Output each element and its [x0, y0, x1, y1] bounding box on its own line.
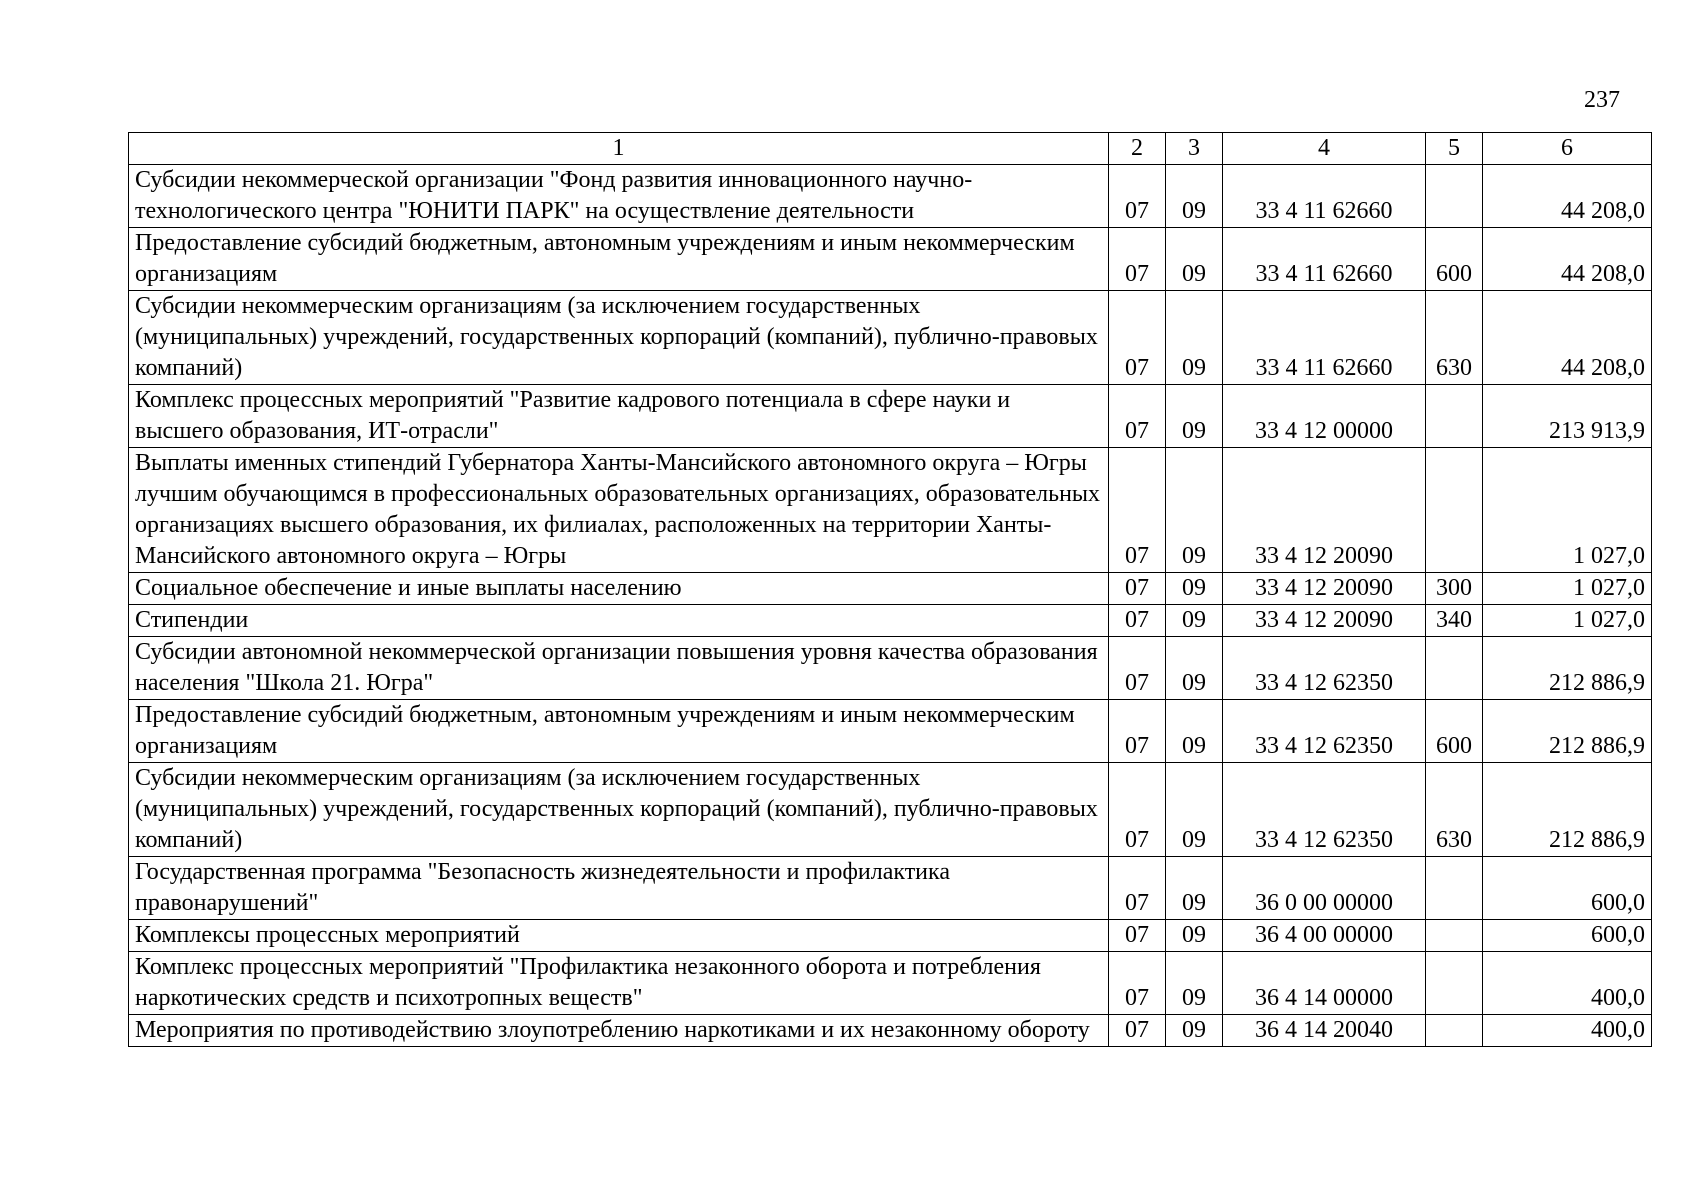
row-expense-type-cell: 630 — [1426, 763, 1483, 857]
row-name-cell: Предоставление субсидий бюджетным, автономным учреждениям и иным некоммерческим организациям — [129, 700, 1109, 763]
row-section-cell: 07 — [1109, 573, 1166, 605]
row-section-cell: 07 — [1109, 857, 1166, 920]
row-expense-type-cell: 600 — [1426, 700, 1483, 763]
row-amount-cell: 1 027,0 — [1483, 573, 1652, 605]
row-section-cell: 07 — [1109, 228, 1166, 291]
row-expense-type-cell — [1426, 857, 1483, 920]
row-subsection-cell: 09 — [1166, 763, 1223, 857]
row-amount-cell: 44 208,0 — [1483, 165, 1652, 228]
table-row — [129, 605, 1652, 637]
row-name-cell: Выплаты именных стипендий Губернатора Ханты-Мансийского автономного округа – Югры лучшим обучающимся в профессиональных образовательных организациях, образовательных организациях высшего образования, их филиалах, расположенных на территории Ханты-Мансийского автономного округа – Югры — [129, 448, 1109, 573]
table-row — [129, 385, 1652, 448]
row-name-cell: Комплексы процессных мероприятий — [129, 920, 1109, 952]
row-name-cell: Государственная программа "Безопасность жизнедеятельности и профилактика правонарушений" — [129, 857, 1109, 920]
column-header-6: 6 — [1483, 133, 1652, 165]
row-subsection-cell: 09 — [1166, 857, 1223, 920]
row-target-code-cell: 33 4 12 20090 — [1223, 573, 1426, 605]
table-row — [129, 573, 1652, 605]
row-subsection-cell: 09 — [1166, 637, 1223, 700]
row-section-cell: 07 — [1109, 385, 1166, 448]
row-amount-cell: 400,0 — [1483, 952, 1652, 1015]
row-name-cell: Социальное обеспечение и иные выплаты населению — [129, 573, 1109, 605]
row-target-code-cell: 33 4 11 62660 — [1223, 165, 1426, 228]
row-section-cell: 07 — [1109, 1015, 1166, 1047]
row-name-cell: Комплекс процессных мероприятий "Профилактика незаконного оборота и потребления наркотических средств и психотропных веществ" — [129, 952, 1109, 1015]
table-row — [129, 228, 1652, 291]
table-row — [129, 857, 1652, 920]
table-row — [129, 291, 1652, 385]
row-target-code-cell: 36 4 00 00000 — [1223, 920, 1426, 952]
column-header-2: 2 — [1109, 133, 1166, 165]
row-target-code-cell: 33 4 11 62660 — [1223, 228, 1426, 291]
row-expense-type-cell: 600 — [1426, 228, 1483, 291]
row-subsection-cell: 09 — [1166, 920, 1223, 952]
row-section-cell: 07 — [1109, 165, 1166, 228]
row-amount-cell: 212 886,9 — [1483, 700, 1652, 763]
row-target-code-cell: 33 4 12 20090 — [1223, 605, 1426, 637]
column-header-3: 3 — [1166, 133, 1223, 165]
row-amount-cell: 1 027,0 — [1483, 448, 1652, 573]
row-amount-cell: 44 208,0 — [1483, 291, 1652, 385]
table-body — [129, 165, 1652, 1047]
row-name-cell: Субсидии некоммерческим организациям (за исключением государственных (муниципальных) учреждений, государственных корпораций (компаний), публично-правовых компаний) — [129, 291, 1109, 385]
row-amount-cell: 212 886,9 — [1483, 637, 1652, 700]
page-number: 237 — [1584, 87, 1620, 113]
row-target-code-cell: 33 4 11 62660 — [1223, 291, 1426, 385]
row-subsection-cell: 09 — [1166, 952, 1223, 1015]
row-name-cell: Мероприятия по противодействию злоупотреблению наркотиками и их незаконному обороту — [129, 1015, 1109, 1047]
row-name-cell: Субсидии автономной некоммерческой организации повышения уровня качества образования населения "Школа 21. Югра" — [129, 637, 1109, 700]
row-subsection-cell: 09 — [1166, 448, 1223, 573]
table-row — [129, 1015, 1652, 1047]
row-target-code-cell: 36 4 14 00000 — [1223, 952, 1426, 1015]
row-target-code-cell: 33 4 12 62350 — [1223, 637, 1426, 700]
row-expense-type-cell — [1426, 1015, 1483, 1047]
column-header-4: 4 — [1223, 133, 1426, 165]
row-subsection-cell: 09 — [1166, 165, 1223, 228]
column-header-5: 5 — [1426, 133, 1483, 165]
row-subsection-cell: 09 — [1166, 1015, 1223, 1047]
row-expense-type-cell: 300 — [1426, 573, 1483, 605]
table-row — [129, 637, 1652, 700]
row-name-cell: Предоставление субсидий бюджетным, автономным учреждениям и иным некоммерческим организациям — [129, 228, 1109, 291]
table-row — [129, 700, 1652, 763]
row-amount-cell: 44 208,0 — [1483, 228, 1652, 291]
row-target-code-cell: 33 4 12 00000 — [1223, 385, 1426, 448]
row-name-cell: Субсидии некоммерческим организациям (за исключением государственных (муниципальных) учреждений, государственных корпораций (компаний), публично-правовых компаний) — [129, 763, 1109, 857]
row-section-cell: 07 — [1109, 700, 1166, 763]
row-target-code-cell: 36 0 00 00000 — [1223, 857, 1426, 920]
column-number-row — [129, 133, 1652, 165]
row-expense-type-cell — [1426, 920, 1483, 952]
row-subsection-cell: 09 — [1166, 291, 1223, 385]
row-name-cell: Стипендии — [129, 605, 1109, 637]
row-target-code-cell: 33 4 12 20090 — [1223, 448, 1426, 573]
table-header — [129, 133, 1652, 165]
row-subsection-cell: 09 — [1166, 385, 1223, 448]
row-target-code-cell: 36 4 14 20040 — [1223, 1015, 1426, 1047]
row-section-cell: 07 — [1109, 605, 1166, 637]
row-section-cell: 07 — [1109, 291, 1166, 385]
row-section-cell: 07 — [1109, 637, 1166, 700]
column-header-1: 1 — [129, 133, 1109, 165]
table-row — [129, 952, 1652, 1015]
row-target-code-cell: 33 4 12 62350 — [1223, 700, 1426, 763]
row-section-cell: 07 — [1109, 952, 1166, 1015]
row-expense-type-cell — [1426, 165, 1483, 228]
row-subsection-cell: 09 — [1166, 605, 1223, 637]
row-amount-cell: 400,0 — [1483, 1015, 1652, 1047]
row-section-cell: 07 — [1109, 920, 1166, 952]
row-subsection-cell: 09 — [1166, 700, 1223, 763]
row-name-cell: Субсидии некоммерческой организации "Фонд развития инновационного научно-технологического центра "ЮНИТИ ПАРК" на осуществление деятельности — [129, 165, 1109, 228]
row-target-code-cell: 33 4 12 62350 — [1223, 763, 1426, 857]
row-expense-type-cell: 630 — [1426, 291, 1483, 385]
budget-table — [128, 132, 1652, 1047]
row-expense-type-cell — [1426, 448, 1483, 573]
row-amount-cell: 1 027,0 — [1483, 605, 1652, 637]
row-expense-type-cell — [1426, 637, 1483, 700]
row-amount-cell: 212 886,9 — [1483, 763, 1652, 857]
table-row — [129, 165, 1652, 228]
table-row — [129, 448, 1652, 573]
row-subsection-cell: 09 — [1166, 228, 1223, 291]
table-row — [129, 920, 1652, 952]
row-amount-cell: 600,0 — [1483, 920, 1652, 952]
row-amount-cell: 600,0 — [1483, 857, 1652, 920]
row-expense-type-cell — [1426, 952, 1483, 1015]
row-expense-type-cell: 340 — [1426, 605, 1483, 637]
row-amount-cell: 213 913,9 — [1483, 385, 1652, 448]
row-name-cell: Комплекс процессных мероприятий "Развитие кадрового потенциала в сфере науки и высшего образования, ИТ-отрасли" — [129, 385, 1109, 448]
row-subsection-cell: 09 — [1166, 573, 1223, 605]
row-section-cell: 07 — [1109, 763, 1166, 857]
table-row — [129, 763, 1652, 857]
row-section-cell: 07 — [1109, 448, 1166, 573]
row-expense-type-cell — [1426, 385, 1483, 448]
